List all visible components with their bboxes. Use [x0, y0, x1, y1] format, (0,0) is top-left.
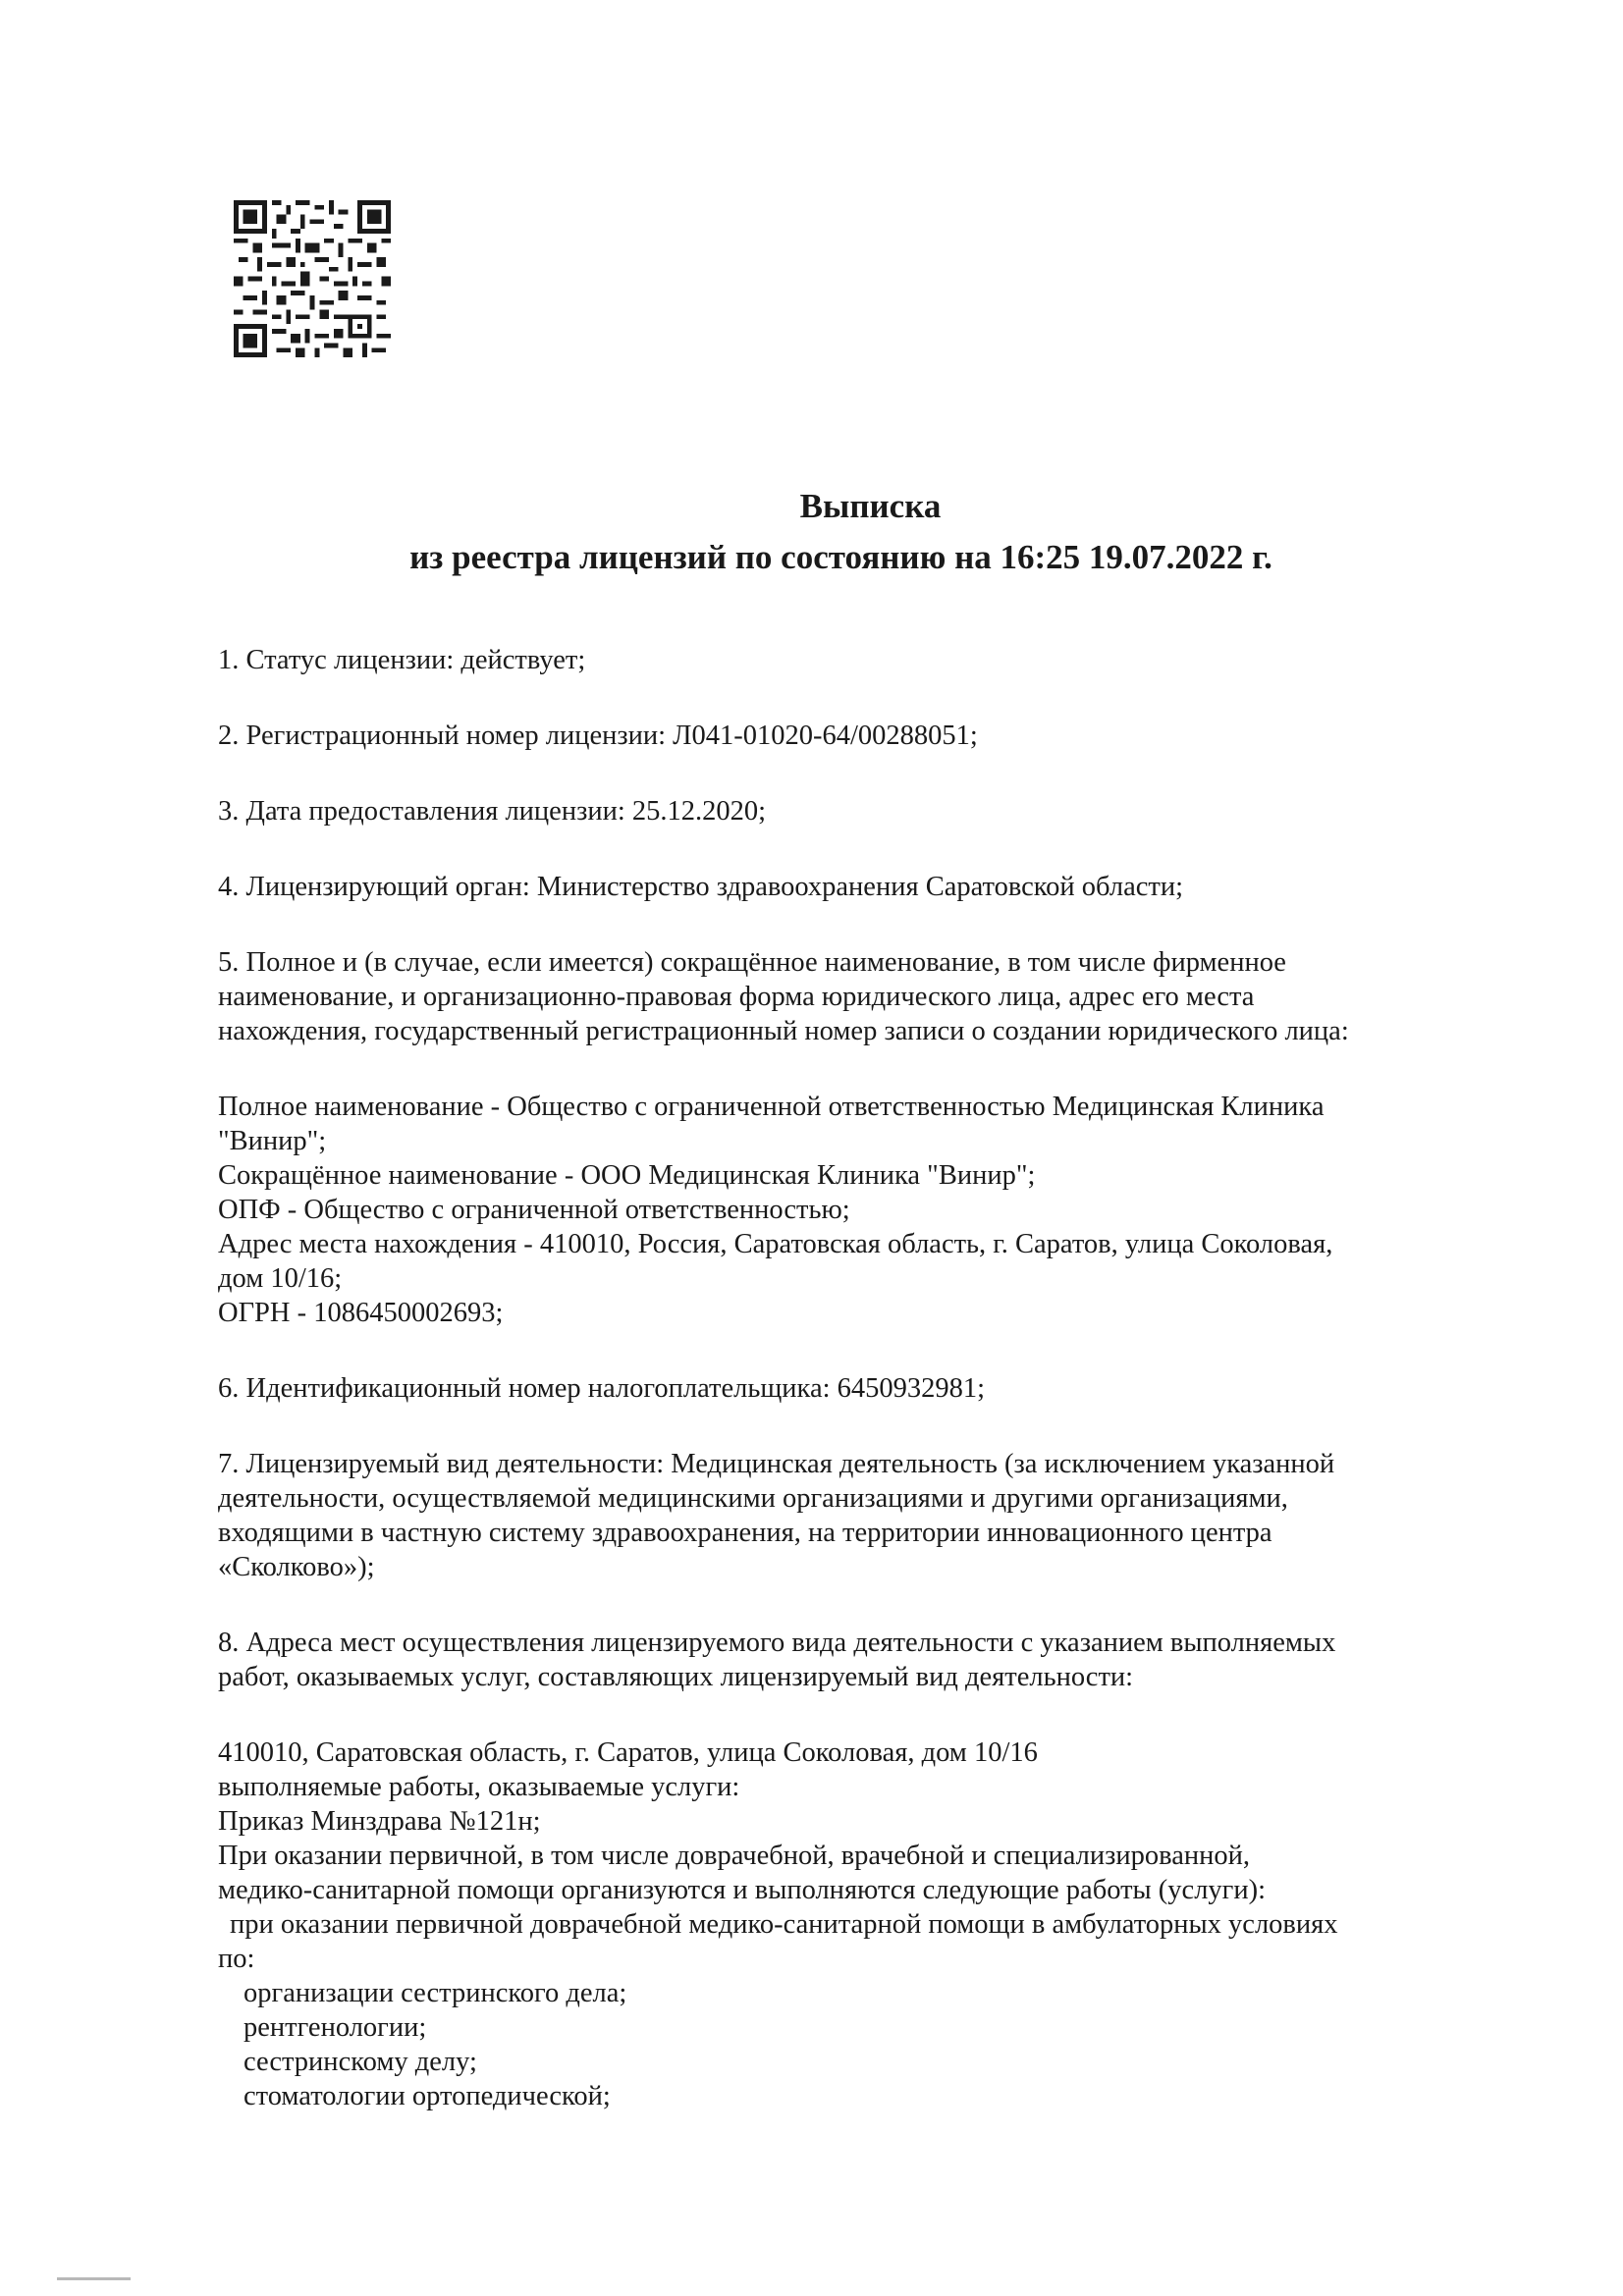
text-line: выполняемые работы, оказываемые услуги:: [218, 1772, 740, 1802]
text-line: При оказании первичной, в том числе доврачебной, врачебной и специализированной,: [218, 1841, 1250, 1871]
text-line: 5. Полное и (в случае, если имеется) сокращённое наименование, в том числе фирменное: [218, 947, 1286, 978]
service-item: рентгенологии;: [243, 2012, 427, 2043]
services-subheading-cont: по:: [218, 1944, 255, 1974]
item-authority-text: 4. Лицензирующий орган: Министерство здравоохранения Саратовской области;: [218, 872, 1183, 902]
document-heading: [0, 481, 1623, 583]
org-ogrn: ОГРН - 1086450002693;: [218, 1298, 504, 1328]
document-body: [218, 643, 1504, 2155]
org-short-name: Сокращённое наименование - ООО Медицинская Клиника "Винир";: [218, 1160, 1036, 1191]
item-status-text: 1. Статус лицензии: действует;: [218, 645, 586, 675]
service-item: стоматологии ортопедической;: [243, 2081, 611, 2111]
item-issue-date-text: 3. Дата предоставления лицензии: 25.12.2020;: [218, 796, 767, 827]
address-services: [218, 1735, 1504, 2113]
document-title: Выписка: [799, 487, 942, 525]
item-status: [218, 643, 1504, 677]
text-line: нахождения, государственный регистрационный номер записи о создании юридического лица:: [218, 1016, 1349, 1046]
text-line: деятельности, осуществляемой медицинскими организациями и другими организациями,: [218, 1483, 1288, 1514]
text-line: «Сколково»);: [218, 1552, 375, 1582]
service-address: 410010, Саратовская область, г. Саратов, улица Соколовая, дом 10/16: [218, 1737, 1038, 1768]
text-line: Приказ Минздрава №121н;: [218, 1806, 541, 1837]
item-reg-number-text: 2. Регистрационный номер лицензии: Л041-01020-64/00288051;: [218, 721, 978, 751]
services-subheading: при оказании первичной доврачебной медико-санитарной помощи в амбулаторных условиях: [230, 1909, 1338, 1940]
item-addresses-heading: [218, 1626, 1504, 1694]
document-subtitle: из реестра лицензий по состоянию на 16:25 19.07.2022 г.: [409, 538, 1272, 576]
org-full-name-cont: "Винир";: [218, 1126, 327, 1156]
text-line: наименование, и организационно-правовая форма юридического лица, адрес его места: [218, 982, 1255, 1012]
org-address: Адрес места нахождения - 410010, Россия, Саратовская область, г. Саратов, улица Соколовая,: [218, 1229, 1333, 1259]
item-activity: [218, 1447, 1504, 1584]
scan-edge-mark: [57, 2277, 131, 2280]
text-line: 7. Лицензируемый вид деятельности: Медицинская деятельность (за исключением указанной: [218, 1449, 1335, 1479]
text-line: работ, оказываемых услуг, составляющих лицензируемый вид деятельности:: [218, 1662, 1134, 1692]
item-inn-text: 6. Идентификационный номер налогоплательщика: 6450932981;: [218, 1373, 986, 1404]
org-legal-form: ОПФ - Общество с ограниченной ответственностью;: [218, 1195, 850, 1225]
text-line: 8. Адреса мест осуществления лицензируемого вида деятельности с указанием выполняемых: [218, 1628, 1336, 1658]
item-issue-date: [218, 794, 1504, 828]
qr-code: [234, 199, 391, 358]
organization-details: [218, 1090, 1504, 1330]
item-authority: [218, 870, 1504, 904]
text-line: входящими в частную систему здравоохранения, на территории инновационного центра: [218, 1518, 1272, 1548]
org-address-cont: дом 10/16;: [218, 1263, 343, 1294]
item-inn: [218, 1371, 1504, 1406]
service-item: организации сестринского дела;: [243, 1978, 627, 2008]
text-line: медико-санитарной помощи организуются и выполняются следующие работы (услуги):: [218, 1875, 1267, 1905]
service-item: сестринскому делу;: [243, 2047, 477, 2077]
org-full-name: Полное наименование - Общество с ограниченной ответственностью Медицинская Клиника: [218, 1092, 1325, 1122]
item-reg-number: [218, 719, 1504, 753]
item-organization-heading: [218, 945, 1504, 1048]
